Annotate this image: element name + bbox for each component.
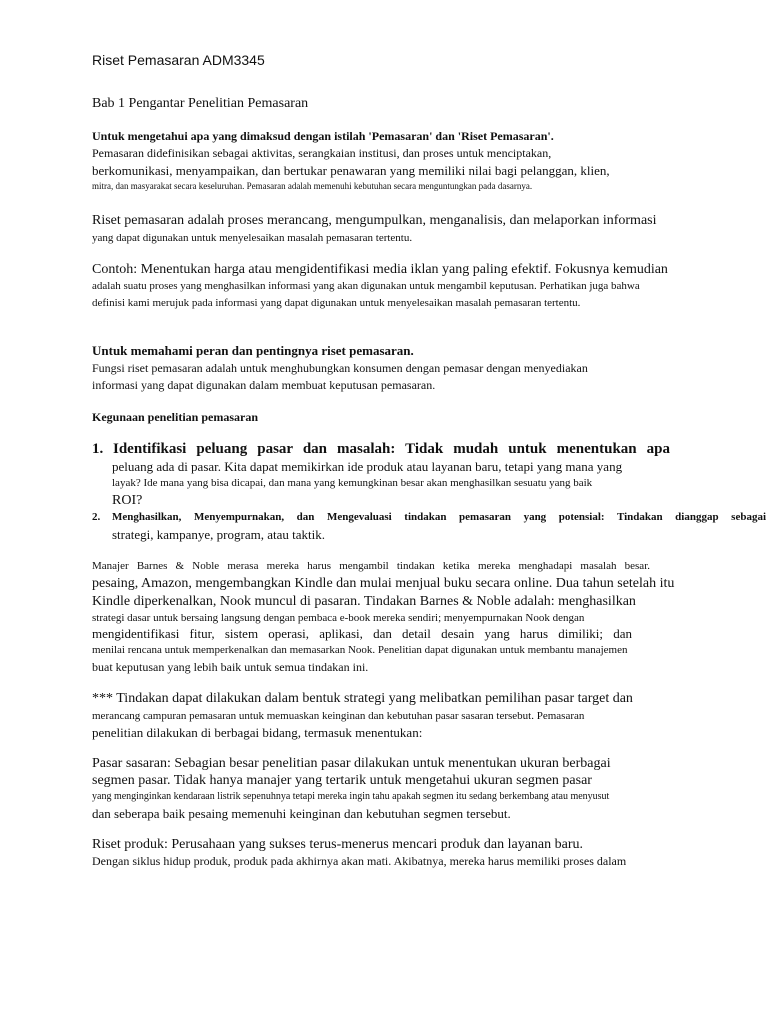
paragraph-line: Kindle diperkenalkan, Nook muncul di pasaran. Tindakan Barnes & Noble adalah: menghasilkan (92, 594, 636, 609)
section-heading-peran: Untuk memahami peran dan pentingnya riset pemasaran. (92, 343, 414, 358)
paragraph-line-justified (92, 627, 632, 642)
paragraph-text: mengidentifikasi fitur, sistem operasi, aplikasi, dan detail desain yang harus dimiliki; dan (92, 626, 632, 641)
paragraph-line: Contoh: Menentukan harga atau mengidentifikasi media iklan yang paling efektif. Fokusnya kemudian (92, 262, 668, 277)
paragraph-line: peluang ada di pasar. Kita dapat memikirkan ide produk atau layanan baru, tetapi yang mana yang (112, 459, 623, 474)
paragraph-line: yang menginginkan kendaraan listrik sepenuhnya tetapi mereka ingin tahu apakah segmen itu sedang berkembang atau menyusut (92, 791, 610, 802)
list-item-1-title-row (92, 441, 670, 458)
paragraph-line: Pemasaran didefinisikan sebagai aktivitas, serangkaian institusi, dan proses untuk menciptakan, (92, 146, 552, 160)
paragraph-line: menilai rencana untuk memperkenalkan dan memasarkan Nook. Penelitian dapat digunakan untuk membantu manajemen (92, 644, 628, 656)
paragraph-line: dan seberapa baik pesaing memenuhi keinginan dan kebutuhan segmen tersebut. (92, 806, 511, 821)
section-heading-kegunaan: Kegunaan penelitian pemasaran (92, 410, 259, 424)
list-item-title: Identifikasi peluang pasar dan masalah: Tidak mudah untuk menentukan apa (113, 441, 670, 457)
paragraph-line: mitra, dan masyarakat secara keseluruhan. Pemasaran adalah memenuhi kebutuhan secara menguntungkan pada dasarnya. (92, 181, 533, 191)
paragraph-line: definisi kami merujuk pada informasi yang dapat digunakan untuk menyelesaikan masalah pemasaran tertentu. (92, 297, 581, 309)
paragraph-line: buat keputusan yang lebih baik untuk semua tindakan ini. (92, 660, 369, 674)
paragraph-line: Riset pemasaran adalah proses merancang, mengumpulkan, menganalisis, dan melaporkan informasi (92, 213, 657, 228)
paragraph-line: penelitian dilakukan di berbagai bidang, termasuk menentukan: (92, 725, 423, 740)
paragraph-line: berkomunikasi, menyampaikan, dan bertukar penawaran yang memiliki nilai bagi pelanggan, klien, (92, 163, 610, 178)
paragraph-line: strategi dasar untuk bersaing langsung dengan pembaca e-book mereka sendiri; menyempurnakan Nook dengan (92, 612, 585, 624)
paragraph-line-justified (92, 560, 650, 573)
list-number: 2. (92, 511, 101, 523)
paragraph-line: strategi, kampanye, program, atau taktik. (112, 527, 325, 542)
paragraph-line: layak? Ide mana yang bisa dicapai, dan mana yang kemungkinan besar akan menghasilkan sesuatu yang baik (112, 477, 593, 489)
paragraph-line: *** Tindakan dapat dilakukan dalam bentuk strategi yang melibatkan pemilihan pasar target dan (92, 691, 633, 706)
paragraph-line: adalah suatu proses yang menghasilkan informasi yang akan digunakan untuk mengambil keputusan. Perhatikan juga bahwa (92, 280, 640, 292)
paragraph-line: pesaing, Amazon, mengembangkan Kindle dan mulai menjual buku secara online. Dua tahun setelah itu (92, 576, 675, 591)
paragraph-line: segmen pasar. Tidak hanya manajer yang tertarik untuk mengetahui ukuran segmen pasar (92, 773, 592, 788)
paragraph-line: merancang campuran pemasaran untuk memuaskan keinginan dan kebutuhan pasar sasaran tersebut. Pemasaran (92, 710, 585, 722)
paragraph-line: Riset produk: Perusahaan yang sukses terus-menerus mencari produk dan layanan baru. (92, 837, 584, 852)
document-title: Riset Pemasaran ADM3345 (92, 52, 265, 68)
list-item-title: Menghasilkan, Menyempurnakan, dan Mengevaluasi tindakan pemasaran yang potensial: Tindakan dianggap sebagai (112, 511, 766, 523)
paragraph-line: Pasar sasaran: Sebagian besar penelitian pasar dilakukan untuk menentukan ukuran berbagai (92, 756, 611, 771)
section-heading-pemasaran: Untuk mengetahui apa yang dimaksud dengan istilah 'Pemasaran' dan 'Riset Pemasaran'. (92, 129, 554, 143)
paragraph-line: Fungsi riset pemasaran adalah untuk menghubungkan konsumen dengan pemasar dengan menyediakan (92, 361, 588, 375)
list-number: 1. (92, 441, 104, 457)
paragraph-line: ROI? (112, 493, 143, 508)
paragraph-line: informasi yang dapat digunakan dalam membuat keputusan pemasaran. (92, 378, 436, 392)
chapter-heading: Bab 1 Pengantar Penelitian Pemasaran (92, 96, 309, 111)
paragraph-text: Manajer Barnes & Noble merasa mereka harus mengambil tindakan ketika mereka menghadapi masalah besar. (92, 560, 650, 572)
paragraph-line: yang dapat digunakan untuk menyelesaikan masalah pemasaran tertentu. (92, 232, 413, 244)
paragraph-line: Dengan siklus hidup produk, produk pada akhirnya akan mati. Akibatnya, mereka harus memiliki proses dalam (92, 854, 627, 868)
list-item-2-title-row (92, 511, 766, 524)
